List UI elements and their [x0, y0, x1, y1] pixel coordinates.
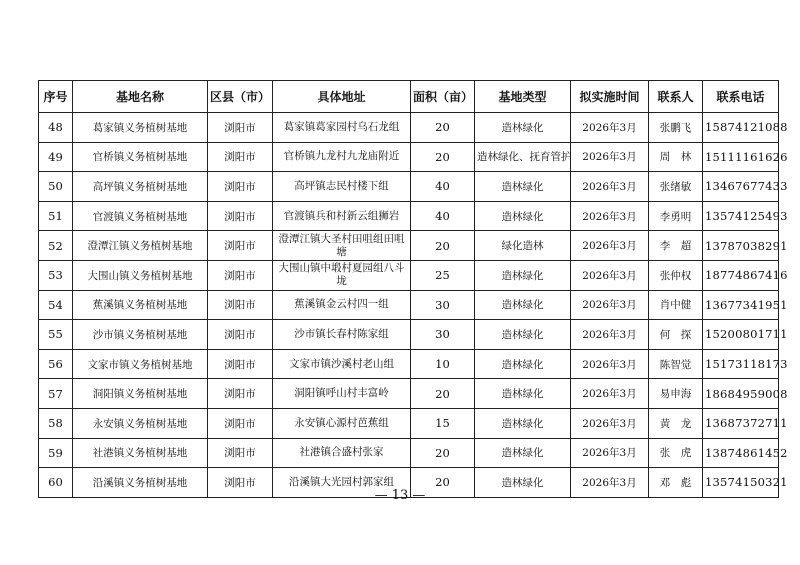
table-body: [39, 113, 788, 498]
base-name-cell: 沿溪镇义务植树基地: [73, 468, 208, 498]
planned-time-cell: 2026年3月: [571, 438, 649, 468]
planned-time-cell: 2026年3月: [571, 320, 649, 350]
header-county: 区县（市）: [208, 81, 273, 113]
table-row: [39, 201, 779, 231]
county-cell: 浏阳市: [208, 408, 273, 438]
table-row: [39, 320, 779, 350]
header-contact: 联系人: [649, 81, 703, 113]
seq-cell: 52: [39, 231, 73, 261]
phone-cell: 13787038291: [703, 231, 779, 261]
table-row: [39, 438, 779, 468]
contact-cell: 陈智觉: [649, 349, 703, 379]
base-name-cell: 官桥镇义务植树基地: [73, 142, 208, 172]
base-type-cell: 造林绿化: [475, 408, 571, 438]
base-name-cell: 葛家镇义务植树基地: [73, 113, 208, 143]
planting-base-table: [38, 80, 788, 498]
header-base-name: 基地名称: [73, 81, 208, 113]
address-cell: 官渡镇兵和村新云组狮岩: [273, 201, 411, 231]
seq-cell: 58: [39, 408, 73, 438]
phone-cell: 13574125493: [703, 201, 779, 231]
table-row: [39, 142, 779, 172]
base-type-cell: 造林绿化: [475, 438, 571, 468]
table-row: [39, 408, 779, 438]
county-cell: 浏阳市: [208, 142, 273, 172]
address-cell: 沙市镇长春村陈家组: [273, 320, 411, 350]
planned-time-cell: 2026年3月: [571, 260, 649, 290]
page-number: — 13 —: [374, 488, 426, 503]
area-cell: 20: [411, 142, 475, 172]
planned-time-cell: 2026年3月: [571, 231, 649, 261]
contact-cell: 黄 龙: [649, 408, 703, 438]
contact-cell: 李 超: [649, 231, 703, 261]
contact-cell: 周 林: [649, 142, 703, 172]
base-type-cell: 绿化造林: [475, 231, 571, 261]
planned-time-cell: 2026年3月: [571, 408, 649, 438]
planned-time-cell: 2026年3月: [571, 201, 649, 231]
address-cell: 官桥镇九龙村九龙庙附近: [273, 142, 411, 172]
planned-time-cell: 2026年3月: [571, 379, 649, 409]
base-name-cell: 永安镇义务植树基地: [73, 408, 208, 438]
planned-time-cell: 2026年3月: [571, 349, 649, 379]
area-cell: 30: [411, 290, 475, 320]
phone-cell: 15173118173: [703, 349, 779, 379]
header-address: 具体地址: [273, 81, 411, 113]
area-cell: 30: [411, 320, 475, 350]
contact-cell: 易申海: [649, 379, 703, 409]
contact-cell: 李勇明: [649, 201, 703, 231]
phone-cell: 18684959008: [703, 379, 779, 409]
county-cell: 浏阳市: [208, 438, 273, 468]
header-planned-time: 拟实施时间: [571, 81, 649, 113]
phone-cell: 15111161626: [703, 142, 779, 172]
address-cell: 永安镇心源村芭蕉组: [273, 408, 411, 438]
table-row: [39, 290, 779, 320]
base-name-cell: 文家市镇义务植树基地: [73, 349, 208, 379]
address-cell: 澄潭江镇大圣村田咀组田咀塘: [273, 231, 411, 261]
header-seq: 序号: [39, 81, 73, 113]
table-header-row: [39, 81, 779, 113]
base-name-cell: 澄潭江镇义务植树基地: [73, 231, 208, 261]
planned-time-cell: 2026年3月: [571, 172, 649, 202]
phone-cell: 13574150321: [703, 468, 779, 498]
base-type-cell: 造林绿化: [475, 290, 571, 320]
contact-cell: 肖中健: [649, 290, 703, 320]
table-row: [39, 113, 779, 143]
area-cell: 20: [411, 438, 475, 468]
address-cell: 大围山镇中塅村夏园组八斗垅: [273, 260, 411, 290]
county-cell: 浏阳市: [208, 172, 273, 202]
base-type-cell: 造林绿化: [475, 201, 571, 231]
phone-cell: 15200801711: [703, 320, 779, 350]
contact-cell: 邓 彪: [649, 468, 703, 498]
contact-cell: 张绪敏: [649, 172, 703, 202]
county-cell: 浏阳市: [208, 349, 273, 379]
area-cell: 40: [411, 201, 475, 231]
base-type-cell: 造林绿化: [475, 113, 571, 143]
base-name-cell: 大围山镇义务植树基地: [73, 260, 208, 290]
area-cell: 20: [411, 113, 475, 143]
table-row: [39, 349, 779, 379]
county-cell: 浏阳市: [208, 201, 273, 231]
county-cell: 浏阳市: [208, 320, 273, 350]
seq-cell: 57: [39, 379, 73, 409]
contact-cell: 张鹏飞: [649, 113, 703, 143]
base-type-cell: 造林绿化: [475, 320, 571, 350]
phone-cell: 15874121088: [703, 113, 779, 143]
base-type-cell: 造林绿化: [475, 172, 571, 202]
table-row: [39, 379, 779, 409]
address-cell: 社港镇合盛村张家: [273, 438, 411, 468]
county-cell: 浏阳市: [208, 468, 273, 498]
seq-cell: 60: [39, 468, 73, 498]
table-row: [39, 260, 779, 290]
planned-time-cell: 2026年3月: [571, 290, 649, 320]
phone-cell: 13467677433: [703, 172, 779, 202]
seq-cell: 51: [39, 201, 73, 231]
base-type-cell: 造林绿化: [475, 260, 571, 290]
table-row: [39, 231, 779, 261]
base-type-cell: 造林绿化: [475, 468, 571, 498]
seq-cell: 48: [39, 113, 73, 143]
area-cell: 20: [411, 379, 475, 409]
county-cell: 浏阳市: [208, 260, 273, 290]
address-cell: 葛家镇葛家园村乌石龙组: [273, 113, 411, 143]
base-type-cell: 造林绿化: [475, 379, 571, 409]
base-type-cell: 造林绿化: [475, 349, 571, 379]
county-cell: 浏阳市: [208, 231, 273, 261]
county-cell: 浏阳市: [208, 113, 273, 143]
phone-cell: 13874861452: [703, 438, 779, 468]
phone-cell: 18774867416: [703, 260, 779, 290]
planned-time-cell: 2026年3月: [571, 468, 649, 498]
seq-cell: 54: [39, 290, 73, 320]
table-row: [39, 172, 779, 202]
phone-cell: 13687372711: [703, 408, 779, 438]
phone-cell: 13677341951: [703, 290, 779, 320]
base-name-cell: 洞阳镇义务植树基地: [73, 379, 208, 409]
county-cell: 浏阳市: [208, 290, 273, 320]
base-name-cell: 高坪镇义务植树基地: [73, 172, 208, 202]
planned-time-cell: 2026年3月: [571, 142, 649, 172]
header-area: 面积（亩）: [411, 81, 475, 113]
base-name-cell: 蕉溪镇义务植树基地: [73, 290, 208, 320]
seq-cell: 55: [39, 320, 73, 350]
seq-cell: 50: [39, 172, 73, 202]
address-cell: 高坪镇志民村楼下组: [273, 172, 411, 202]
area-cell: 20: [411, 231, 475, 261]
seq-cell: 56: [39, 349, 73, 379]
header-base-type: 基地类型: [475, 81, 571, 113]
base-name-cell: 社港镇义务植树基地: [73, 438, 208, 468]
base-name-cell: 沙市镇义务植树基地: [73, 320, 208, 350]
contact-cell: 何 探: [649, 320, 703, 350]
seq-cell: 53: [39, 260, 73, 290]
area-cell: 10: [411, 349, 475, 379]
seq-cell: 59: [39, 438, 73, 468]
contact-cell: 张仲权: [649, 260, 703, 290]
contact-cell: 张 虎: [649, 438, 703, 468]
planned-time-cell: 2026年3月: [571, 113, 649, 143]
seq-cell: 49: [39, 142, 73, 172]
header-phone: 联系电话: [703, 81, 779, 113]
area-cell: 15: [411, 408, 475, 438]
address-cell: 洞阳镇呼山村丰富岭: [273, 379, 411, 409]
base-name-cell: 官渡镇义务植树基地: [73, 201, 208, 231]
area-cell: 25: [411, 260, 475, 290]
address-cell: 沿溪镇大光园村郭家组: [273, 468, 411, 498]
area-cell: 40: [411, 172, 475, 202]
area-cell: 20: [411, 468, 475, 498]
county-cell: 浏阳市: [208, 379, 273, 409]
address-cell: 文家市镇沙溪村老山组: [273, 349, 411, 379]
address-cell: 蕉溪镇金云村四一组: [273, 290, 411, 320]
base-type-cell: 造林绿化、抚育管护: [475, 142, 571, 172]
